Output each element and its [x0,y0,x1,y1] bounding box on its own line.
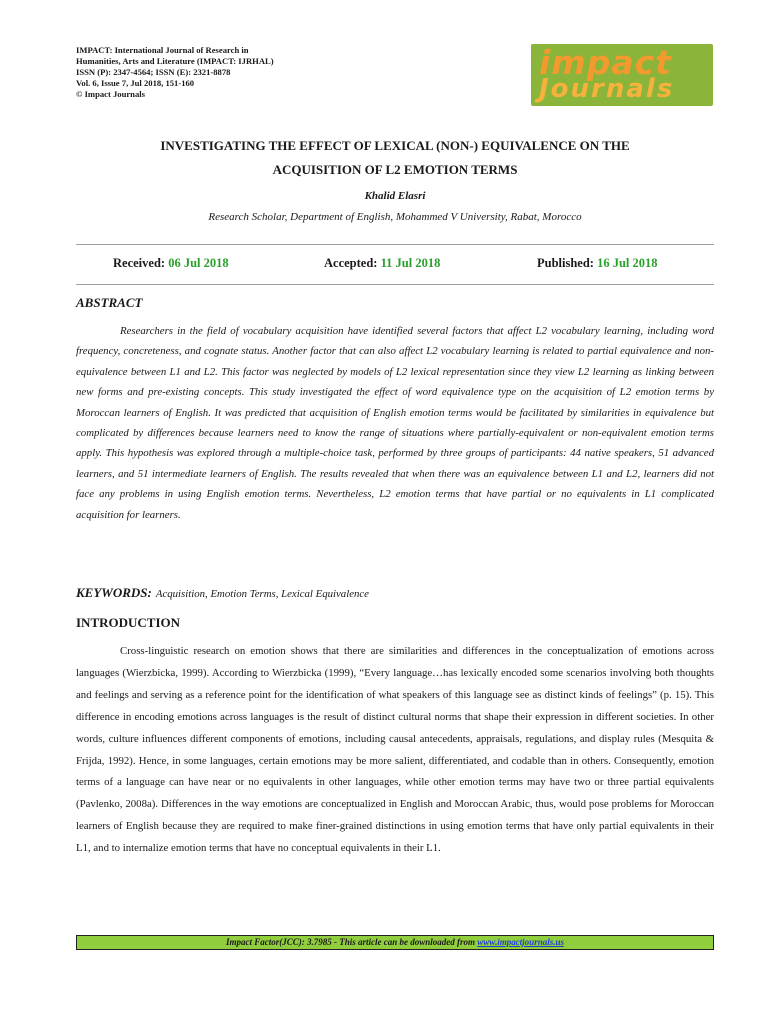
logo-journals-text: Journals [539,74,675,104]
received-label: Received: [113,256,166,270]
keywords-value: Acquisition, Emotion Terms, Lexical Equivalence [155,588,369,600]
accepted-value: 11 Jul 2018 [380,256,441,270]
published-value: 16 Jul 2018 [597,256,658,270]
abstract-text: Researchers in the field of vocabulary acquisition have identified several factors that affect L2 vocabulary learning, including word frequency, concreteness, and cognate status. Another factor that can also affect L2 vocabulary learning is related to partial equivalence and non-equivalence between L1 and L2. This factor was neglected by models of L2 lexical representation since they view L2 learning as linking between new forms and pre-existing concepts. This study investigated the effect of word equivalence type on the acquisition of L2 emotion terms by Moroccan learners of English. It was predicted that acquisition of English emotion terms would be facilitated by similarities in equivalence but complicated by differences because learners need to know the range of situations where partially-equivalent or non-equivalent emotion terms apply. This hypothesis was explored through a multiple-choice task, performed by three groups of participants: 44 native speakers, 51 advanced learners, and 51 intermediate learners of English. The results revealed that when there was an equivalence between L1 and L2, learners did not face any problems in using English emotion terms. Nevertheless, L2 emotion terms that have partial or no equivalents in L1 complicated acquisition for learners. [76,325,714,521]
published-label: Published: [537,256,594,270]
introduction-text: Cross-linguistic research on emotion shows that there are similarities and differences in the conceptualization of emotions across languages (Wierzbicka, 1999). According to Wierzbicka (1999), “Every language…has lexically encoded some scenarios involving both thoughts and feelings and serving as a reference point for the identification of what speakers of this language see as distinct kinds of feelings” (p. 15). This difference in encoding emotions across languages is the result of distinct cultural norms that shape their expression in different societies. In other words, culture influences different components of emotions, including causal antecedents, appraisals, regulations, and display rules (Mesquita & Frijda, 1992). Hence, in some languages, certain emotions may be more salient, differentiated, and codable than in others. Consequently, emotion terms of a language can have near or no equivalents in other languages, while other emotion terms may have two or three partial equivalents (Pavlenko, 2008a). Differences in the way emotions are conceptualized in English and Moroccan Arabic, thus, would pose problems for Moroccan learners of English because they are required to make finer-grained distinctions in using emotion terms that have only partial equivalents in their L1, and to internalize emotion terms that have no conceptual equivalents in their L1. [76,645,714,855]
paper-title-line2: ACQUISITION OF L2 EMOTION TERMS [272,162,518,177]
abstract-heading: ABSTRACT [76,295,143,310]
journal-volume: Vol. 6, Issue 7, Jul 2018, 151-160 [76,78,195,88]
footer-website-link[interactable]: www.impactjournals.us [477,937,564,947]
paper-title [76,134,714,182]
logo-impact-text: impact [539,44,672,82]
journal-copyright: © Impact Journals [76,89,145,99]
received-value: 06 Jul 2018 [168,256,229,270]
divider-top [76,244,714,245]
introduction-heading: INTRODUCTION [76,615,181,630]
journal-info [76,45,376,100]
paper-title-line1: INVESTIGATING THE EFFECT OF LEXICAL (NON-) EQUIVALENCE ON THE [160,138,630,153]
footer-text: Impact Factor(JCC): 3.7985 - This article can be downloaded from [226,937,478,947]
accepted-date [324,256,440,271]
impact-journals-logo [531,44,713,106]
divider-bottom [76,284,714,285]
keywords-label: KEYWORDS: [76,585,152,600]
accepted-label: Accepted: [324,256,378,270]
author-affiliation: Research Scholar, Department of English, Mohammed V University, Rabat, Morocco [208,211,582,223]
keywords [76,584,716,602]
author-name: Khalid Elasri [364,190,426,202]
journal-name-line2: Humanities, Arts and Literature (IMPACT: IJRHAL) [76,56,274,66]
received-date [113,256,229,271]
journal-issn: ISSN (P): 2347-4564; ISSN (E): 2321-8878 [76,67,231,77]
published-date [537,256,658,271]
footer-bar [76,935,714,950]
journal-name-line1: IMPACT: International Journal of Research in [76,45,249,55]
